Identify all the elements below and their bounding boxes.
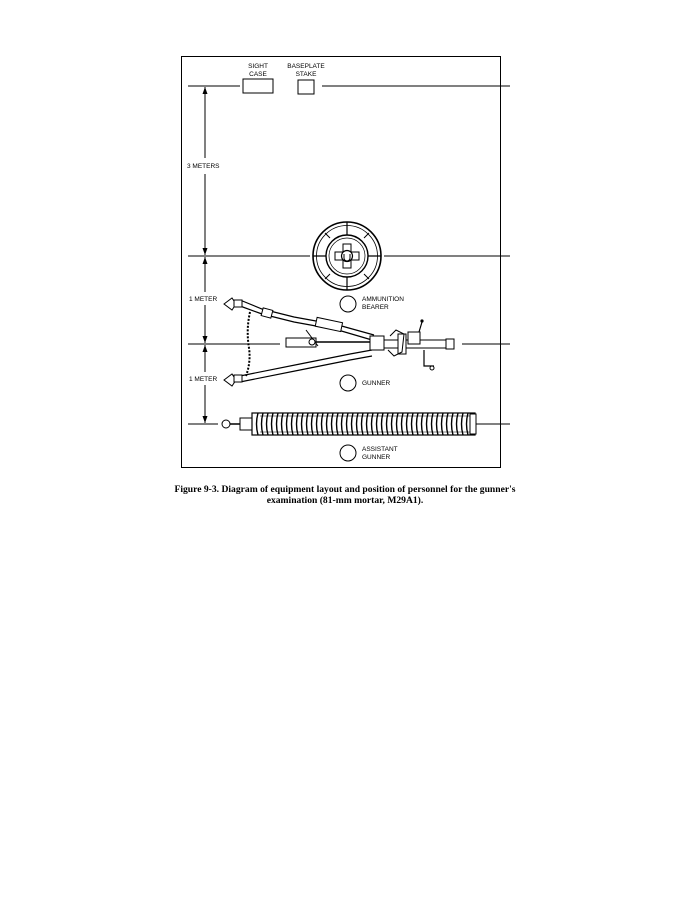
label-1-meter-upper: 1 METER <box>189 296 218 303</box>
label-assistant: ASSISTANT <box>362 446 398 453</box>
label-1-meter-lower: 1 METER <box>189 376 218 383</box>
label-ammunition: AMMUNITION <box>362 296 404 303</box>
caption-line-2: examination (81-mm mortar, M29A1). <box>266 495 424 506</box>
label-stake: STAKE <box>295 71 317 78</box>
label-bearer: BEARER <box>362 304 389 311</box>
figure-caption <box>150 484 540 506</box>
label-assistant-gunner: GUNNER <box>362 454 391 461</box>
figure-frame <box>181 56 501 468</box>
label-gunner: GUNNER <box>362 380 391 387</box>
label-sight: SIGHT <box>248 63 268 70</box>
label-case: CASE <box>249 71 267 78</box>
caption-line-1: Figure 9-3. Diagram of equipment layout and position of personnel for the gunner's <box>174 484 516 495</box>
label-baseplate: BASEPLATE <box>287 63 325 70</box>
label-3-meters: 3 METERS <box>187 163 220 170</box>
